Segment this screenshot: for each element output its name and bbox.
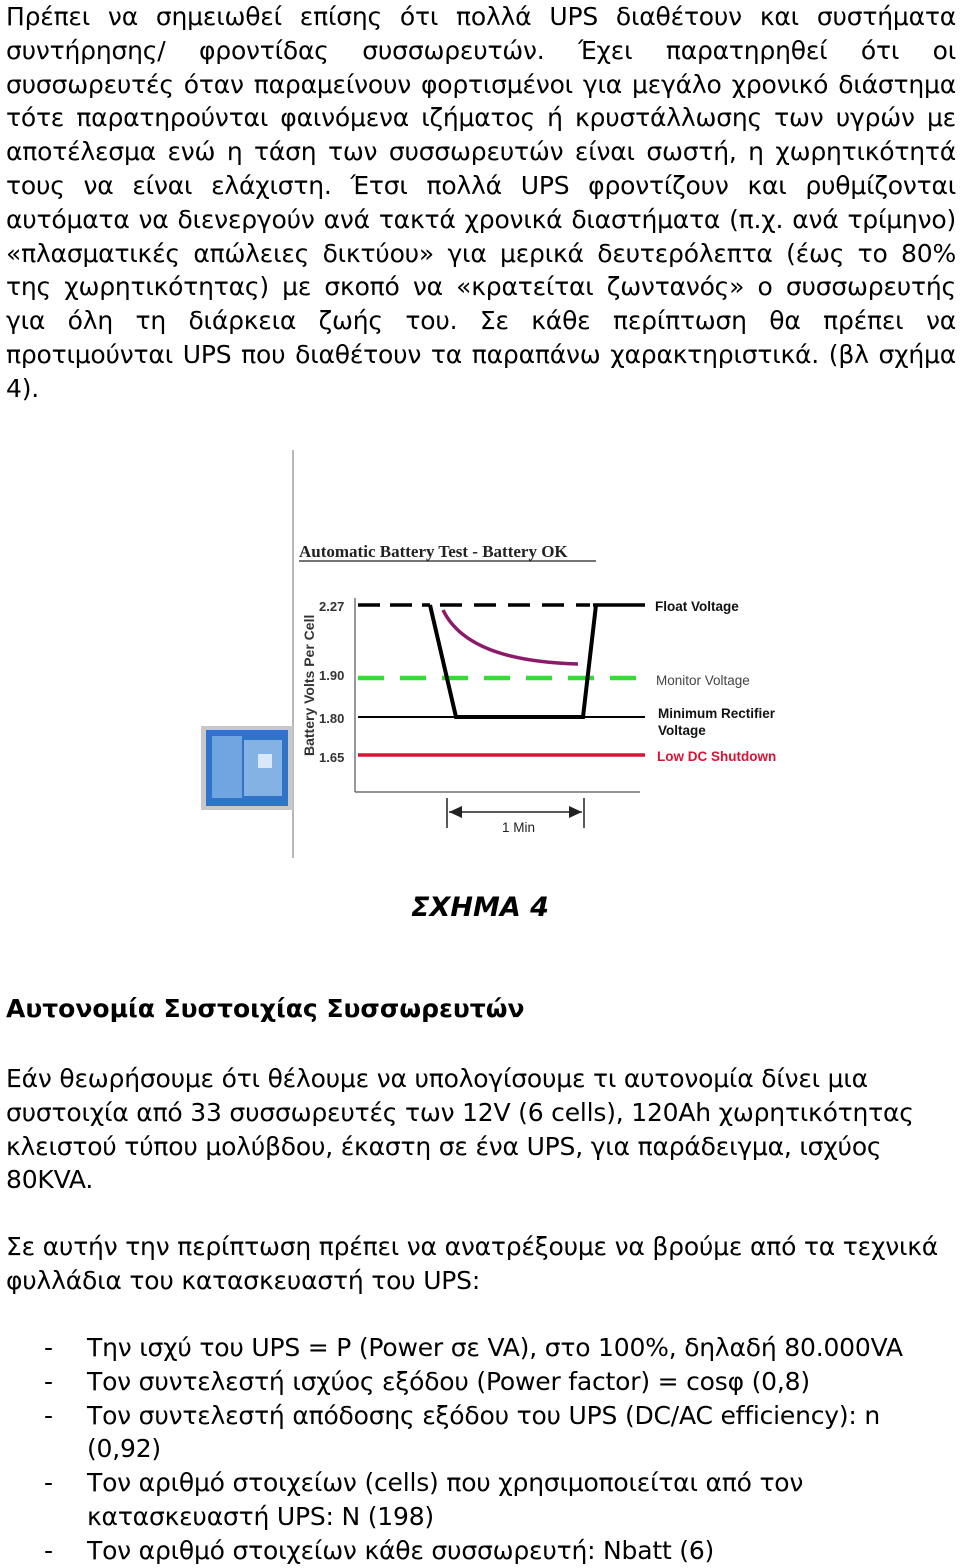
list-marker: - [44,1366,53,1396]
list-item [0,1534,960,1568]
ups-cabinet-icon [201,726,293,810]
test-trace [430,605,596,717]
y-tick-label: 1.90 [319,668,345,683]
monitor-voltage-label: Monitor Voltage [656,673,750,688]
discharge-curve [443,610,578,664]
list-item [0,1466,960,1534]
list-marker: - [44,1468,53,1498]
list-item-text: Την ισχύ του UPS = P (Power σε VA), στο 100%, δηλαδή 80.000VA [87,1333,903,1362]
list-item-text: Τον αριθμό στοιχείων (cells) που χρησιμοποιείται από τον κατασκευαστή UPS: N (198) [87,1468,804,1531]
y-axis-label: Battery Volts Per Cell [301,614,317,756]
list-marker: - [44,1400,53,1430]
y-tick-label: 1.80 [319,711,345,726]
section-heading: Αυτονομία Συστοιχίας Συσσωρευτών [6,994,525,1023]
low-dc-shutdown-label: Low DC Shutdown [657,749,777,764]
y-tick-label: 1.65 [319,750,345,765]
list-item [0,1331,960,1365]
duration-label: 1 Min [502,820,536,835]
float-voltage-label: Float Voltage [655,599,739,614]
min-rectifier-label-line1: Minimum Rectifier [658,706,776,721]
list-item [0,1365,960,1399]
list-item-text: Τον αριθμό στοιχείων κάθε συσσωρευτή: Nbatt (6) [87,1535,715,1565]
list-item [0,1399,960,1467]
figure-caption: ΣΧΗΜΑ 4 [411,892,549,923]
duration-arrowhead-left [449,806,462,818]
figure-title: Automatic Battery Test - Battery OK [299,542,568,561]
min-rectifier-label-line2: Voltage [658,723,706,738]
list-marker: - [44,1333,53,1362]
datasheet-paragraph: Σε αυτήν την περίπτωση πρέπει να ανατρέξουμε να βρούμε από τα τεχνικά φυλλάδια του κατασκευαστή του UPS: [6,1232,939,1295]
autonomy-paragraph: Εάν θεωρήσουμε ότι θέλουμε να υπολογίσουμε τι αυτονομία δίνει μια συστοιχία από 33 συσσωρευτές των 12V (6 cells), 120Ah χωρητικότητας κλειστού τύπου μολύβδου, έκαστη σε ένα UPS, για παράδειγμα, ισχύος 80KVA. [6,1064,914,1195]
list-marker: - [44,1535,53,1565]
min-rectifier-label [658,706,779,738]
duration-arrowhead-right [569,806,582,818]
list-item-text: Τον συντελεστή απόδοσης εξόδου του UPS (DC/AC efficiency): n (0,92) [87,1400,881,1464]
parameter-list [0,1331,960,1568]
y-tick-label: 2.27 [319,599,345,614]
intro-paragraph: Πρέπει να σημειωθεί επίσης ότι πολλά UPS διαθέτουν και συστήματα συντήρησης/ φροντίδας συσσωρευτών. Έχει παρατηρηθεί ότι οι συσσωρευτές όταν παραμείνουν φορτισμένοι για μεγάλο χρονικό διάστημα τότε παρατηρούνται φαινόμενα ιζήματος ή κρυστάλλωσης των υγρών με αποτέλεσμα ενώ η τάση των συσσωρευτών είναι σωστή, η χωρητικότητά τους να είναι ελάχιστη. Έτσι πολλά UPS φροντίζουν και ρυθμίζονται αυτόματα να διενεργούν ανά τακτά χρονικά διαστήματα (π.χ. ανά τρίμηνο) «πλασματικές απώλειες δικτύου» για μερικά δευτερόλεπτα (έως το 80% της χωρητικότητας) με σκοπό να «κρατείται ζωντανός» ο συσσωρευτής για όλη τη διάρκεια ζωής του. Σε κάθε περίπτωση θα πρέπει να προτιμούνται UPS που διαθέτουν τα παραπάνω χαρακτηριστικά. (βλ σχήμα 4). [6,2,956,403]
battery-test-figure [0,440,960,880]
list-item-text: Τον συντελεστή ισχύος εξόδου (Power factor) = cosφ (0,8) [87,1366,810,1396]
